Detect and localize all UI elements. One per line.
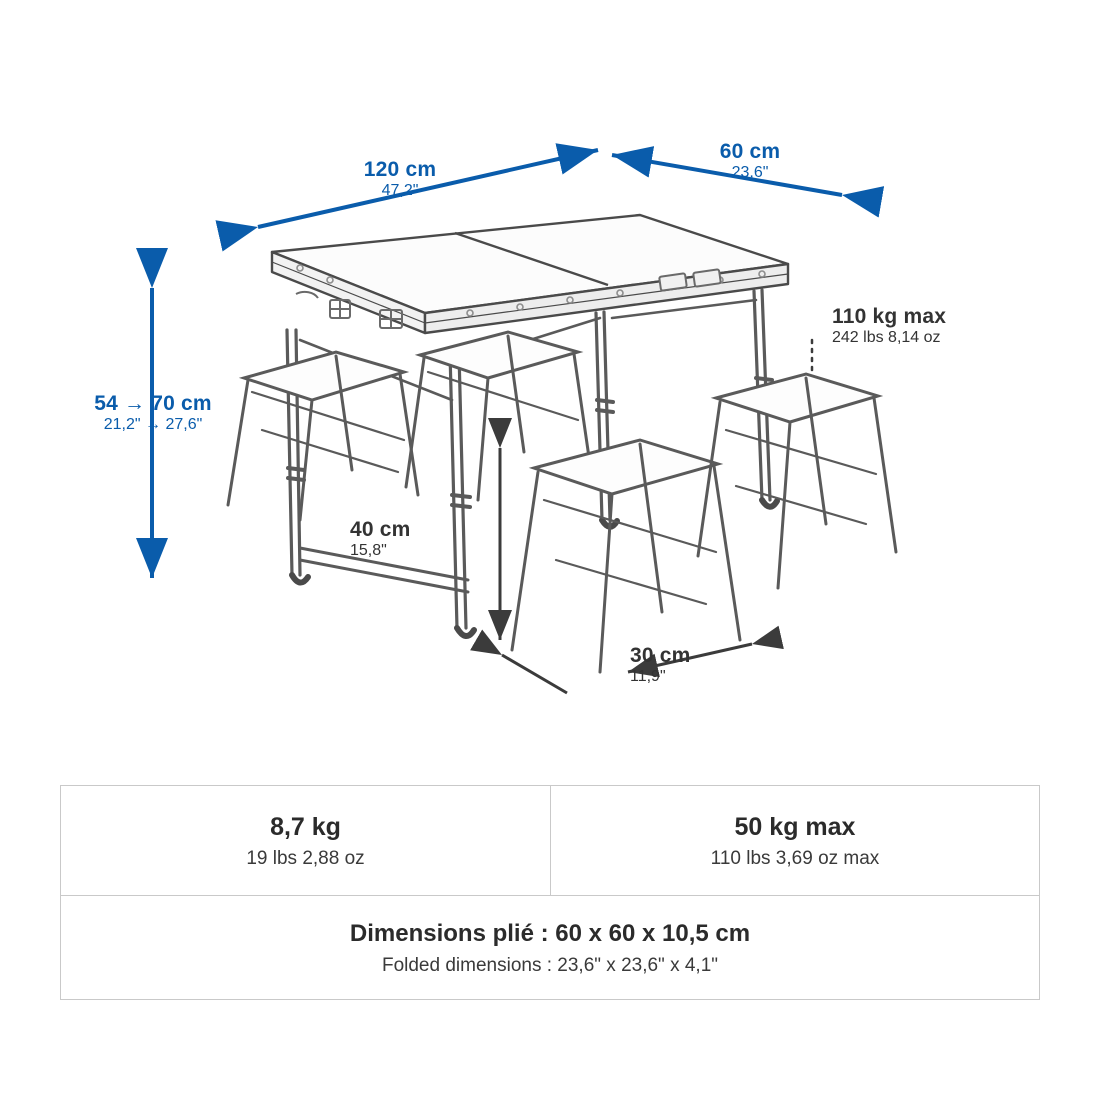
stool-load-metric: 110 kg max xyxy=(832,305,947,328)
max-load-value: 50 kg max xyxy=(734,813,856,841)
weight-sub: 19 lbs 2,88 oz xyxy=(246,848,365,869)
stool-load-imperial: 242 lbs 8,14 oz xyxy=(832,329,941,347)
spec-cell-max-load xyxy=(550,786,1039,895)
specification-table xyxy=(60,785,1040,1000)
weight-value: 8,7 kg xyxy=(270,813,341,841)
folded-value: Dimensions plié : 60 x 60 x 10,5 cm xyxy=(349,919,751,947)
max-load-sub: 110 lbs 3,69 oz max xyxy=(710,848,880,869)
dimension-length-imperial: 47,2" xyxy=(381,182,419,200)
seat-width-metric: 30 cm xyxy=(630,644,691,667)
spec-row-folded xyxy=(61,895,1039,1000)
dimension-label-length xyxy=(300,158,500,201)
seat-width-imperial: 11,9" xyxy=(630,668,666,686)
spec-row-top xyxy=(61,786,1039,895)
dimension-height-imperial: 21,2" → 27,6" xyxy=(103,416,203,434)
folded-sub: Folded dimensions : 23,6" x 23,6" x 4,1" xyxy=(381,954,719,976)
dimension-width-metric: 60 cm xyxy=(719,140,781,163)
seat-height-metric: 40 cm xyxy=(350,518,411,541)
dimension-label-seat-width xyxy=(630,644,760,687)
dimension-label-seat-height xyxy=(350,518,470,561)
stool-back-left xyxy=(228,352,418,520)
dimension-height-metric: 54 → 70 cm xyxy=(94,392,212,415)
dimension-label-width xyxy=(650,140,850,183)
seat-height-imperial: 15,8" xyxy=(350,542,387,560)
spec-cell-weight xyxy=(61,786,550,895)
dimension-width-imperial: 23,6" xyxy=(731,164,769,182)
spec-cell-folded xyxy=(61,896,1039,1000)
dimension-label-height xyxy=(58,392,248,435)
dimension-label-stool-load xyxy=(832,305,1032,348)
stool-front-center xyxy=(512,440,740,672)
dimension-length-metric: 120 cm xyxy=(363,158,437,181)
